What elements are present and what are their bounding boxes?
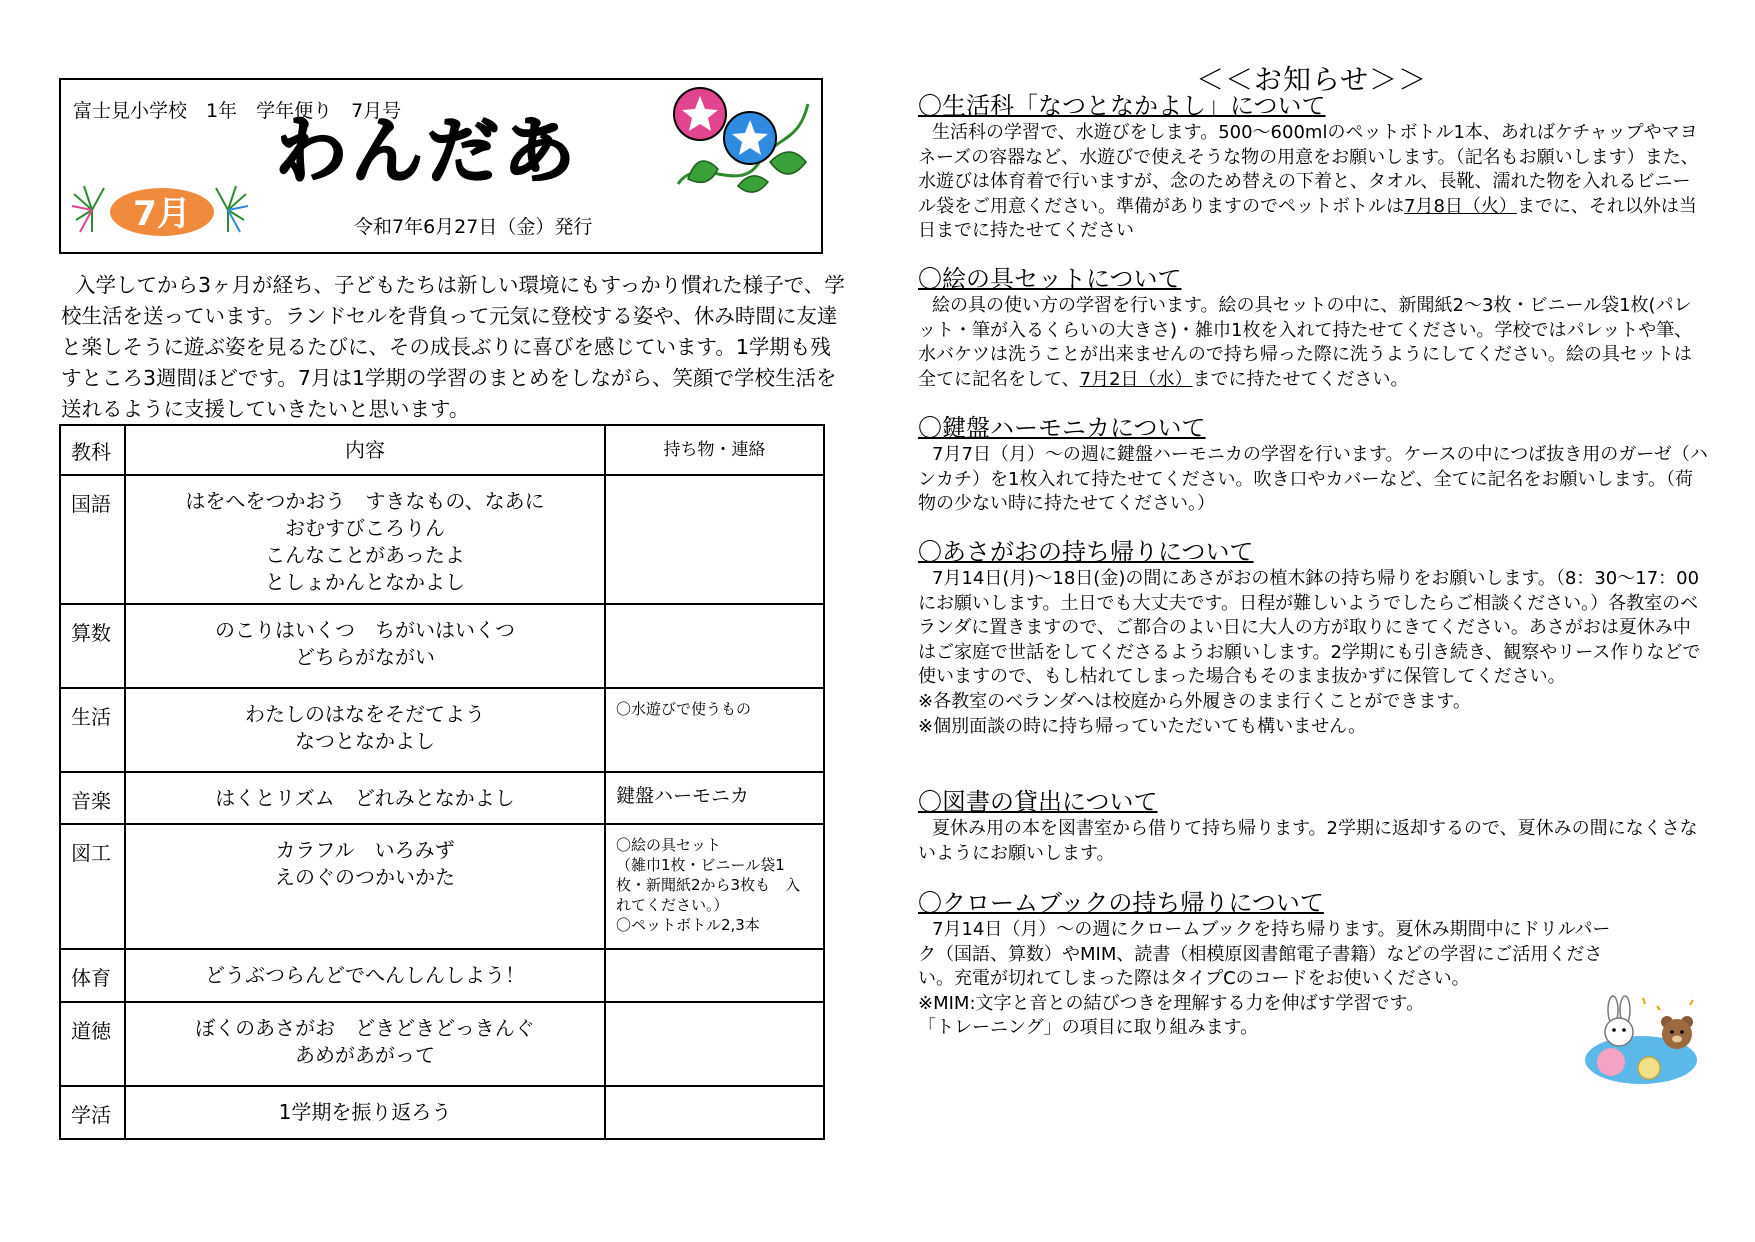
subject-cell: 生活 (60, 688, 125, 772)
notice-text: までに、それ以外は当日までに持たせてください (918, 195, 1697, 242)
content-line: どちらがながい (295, 645, 435, 669)
content-cell (125, 1002, 605, 1086)
notice-text: 絵の具の使い方の学習を行います。絵の具セットの中に、新聞紙2～3枚・ビニール袋1枚(パレット・筆が入るくらいの大きさ)・雑巾1枚を入れて持たせてください。学校ではパレットや筆、水バケツは洗うことが出来ませんので持ち帰った際に洗うようにしてください。絵の具セットは全てに記名をして、 (918, 295, 1693, 390)
notice-note: ※MIM:文字と音との結びつきを理解する力を伸ばす学習です。 (918, 992, 1425, 1014)
notice-body: 7月7日（月）～の週に鍵盤ハーモニカの学習を行います。ケースの中につば抜き用のガーゼ（ハンカチ）を1枚入れて持たせてください。吹き口やカバーなど、全てに記名をお願いします。（荷物の少ない時に持たせてください。） (918, 444, 1708, 515)
content-line: 1学期を振り返ろう (278, 1100, 452, 1124)
content-line: のこりはいくつ ちがいはいくつ (215, 618, 515, 642)
notice-body (918, 294, 1708, 392)
deadline-date: 7月2日（水） (1079, 368, 1193, 390)
items-cell (605, 604, 824, 688)
content-line: こんなことがあったよ (265, 543, 465, 567)
table-row (60, 688, 824, 772)
content-line: どうぶつらんどでへんしんしよう！ (205, 963, 525, 987)
content-line: わたしのはなをそだてよう (245, 702, 485, 726)
content-cell (125, 688, 605, 772)
notice-keyboard-harmonica (918, 413, 1708, 517)
content-cell (125, 475, 605, 604)
items-cell (605, 1086, 824, 1139)
content-line: はくとリズム どれみとなかよし (215, 786, 515, 810)
items-cell (605, 824, 824, 949)
deadline-date: 7月8日（火） (1404, 195, 1517, 217)
content-line: はをへをつかおう すきなもの、なあに (185, 489, 545, 513)
table-row (60, 824, 824, 949)
table-row (60, 772, 824, 824)
content-line: ぼくのあさがお どきどきどっきんぐ (195, 1016, 535, 1040)
table-row (60, 475, 824, 604)
items-cell (605, 475, 824, 604)
notice-body: 7月14日（月）～の週にクロームブックを持ち帰ります。夏休み期間中にドリルパーク（国語、算数）やMIM、読書（相模原図書館電子書籍）などの学習にご活用ください。充電が切れてしまった際はタイプCのコードをお使いください。 (918, 919, 1611, 990)
subject-cell: 道徳 (60, 1002, 125, 1086)
content-cell (125, 824, 605, 949)
notice-summer-play (918, 91, 1708, 244)
items-cell (605, 688, 824, 772)
notice-title: 〇鍵盤ハーモニカについて (918, 414, 1206, 442)
header-content: 内容 (125, 425, 605, 475)
table-row (60, 604, 824, 688)
items-cell (605, 1002, 824, 1086)
intro-paragraph: 入学してから3ヶ月が経ち、子どもたちは新しい環境にもすっかり慣れた様子で、学校生活を送っています。ランドセルを背負って元気に登校する姿や、休み時間に友達と楽しそうに遊ぶ姿を見るたびに、その成長ぶりに喜びを感じています。1学期も残すところ3週間ほどです。7月は1学期の学習のまとめをしながら、笑顔で学校生活を送れるように支援していきたいと思います。 (61, 273, 845, 421)
school-line: 富士見小学校 1年 学年便り 7月号 (73, 100, 402, 122)
item-line: 〇ペットボトル2,3本 (616, 916, 760, 934)
notice-morning-glory (918, 537, 1708, 739)
notices-heading: ＜＜お知らせ＞＞ (1196, 63, 1428, 96)
notice-body: 夏休み用の本を図書室から借りて持ち帰ります。2学期に返却するので、夏休みの間になくさないようにお願いします。 (918, 818, 1698, 864)
schedule-table (59, 424, 825, 1140)
content-cell (125, 604, 605, 688)
subject-cell: 国語 (60, 475, 125, 604)
subject-cell: 学活 (60, 1086, 125, 1139)
item-line: （雑巾1枚・ビニール袋1 (616, 856, 785, 874)
content-line: カラフル いろみず (275, 838, 455, 862)
notice-title: 〇生活科「なつとなかよし」について (918, 92, 1326, 120)
content-cell (125, 949, 605, 1002)
notice-text: 生活科の学習で、水遊びをします。500～600mlのペットボトル1本、あればケチャップやマヨネーズの容器など、水遊びで使えそうな物の用意をお願いします。（記名もお願いします）また、水遊びは体育着で行いますが、念のため替えの下着と、タオル、長靴、濡れた物を入れるビニール袋をご用意ください。準備がありますのでペットボトルは (918, 122, 1699, 217)
issue-date: 令和7年6月27日（金）発行 (354, 216, 593, 238)
subject-cell: 体育 (60, 949, 125, 1002)
newsletter-title: わんだあ (275, 109, 580, 193)
content-line: あめがあがって (295, 1043, 435, 1067)
item-line: 鍵盤ハーモニカ (616, 785, 750, 807)
content-line: としょかんとなかよし (265, 570, 465, 594)
table-row (60, 1002, 824, 1086)
content-line: なつとなかよし (295, 729, 435, 753)
notice-body: 7月14日(月)～18日(金)の間にあさがおの植木鉢の持ち帰りをお願いします。（8：30～17：00にお願いします。土日でも大丈夫です。日程が難しいようでしたらご相談ください。）各教室のベランダに置きますので、ご都合のよい日に大人の方が取りにきてください。あさがおは夏休み中はご家庭で世話をしてくださるようお願いします。2学期にも引き続き、観察やリース作りなどで使いますので、もし枯れてしまった場合もそのまま抜かずに保管してください。 (918, 568, 1701, 688)
rabbit-and-bear-icon (1583, 992, 1701, 1086)
items-cell (605, 949, 824, 1002)
item-line: 枚・新聞紙2から3枚も 入 (616, 876, 801, 894)
subject-cell: 算数 (60, 604, 125, 688)
subject-cell: 図工 (60, 824, 125, 949)
content-line: えのぐのつかいかた (275, 865, 455, 889)
notice-note: 「トレーニング」の項目に取り組みます。 (918, 1017, 1259, 1039)
subject-cell: 音楽 (60, 772, 125, 824)
notice-title: 〇あさがおの持ち帰りについて (918, 538, 1254, 566)
item-line: 〇水遊びで使うもの (616, 700, 752, 718)
month-badge-icon (70, 180, 250, 240)
notice-library (918, 787, 1708, 866)
header-subject: 教科 (60, 425, 125, 475)
morning-glory-icon (658, 84, 818, 196)
month-badge-text: 7月 (133, 194, 191, 234)
notice-title: 〇図書の貸出について (918, 788, 1158, 816)
item-line: 〇絵の具セット (616, 836, 722, 854)
notice-note: ※各教室のベランダへは校庭から外履きのまま行くことができます。 (918, 690, 1471, 712)
notice-body (918, 121, 1708, 244)
notice-text: までに持たせてください。 (1192, 368, 1409, 390)
item-line: れてください。） (616, 896, 729, 914)
content-cell (125, 772, 605, 824)
table-row (60, 1086, 824, 1139)
items-cell (605, 772, 824, 824)
table-row (60, 949, 824, 1002)
notice-paint-set (918, 264, 1708, 392)
notice-note: ※個別面談の時に持ち帰っていただいても構いません。 (918, 715, 1367, 737)
notice-title: 〇クロームブックの持ち帰りについて (918, 889, 1324, 917)
notice-title: 〇絵の具セットについて (918, 265, 1182, 293)
table-header-row (60, 425, 824, 475)
header-items: 持ち物・連絡 (605, 425, 824, 475)
content-cell (125, 1086, 605, 1139)
content-line: おむすびころりん (285, 516, 445, 540)
